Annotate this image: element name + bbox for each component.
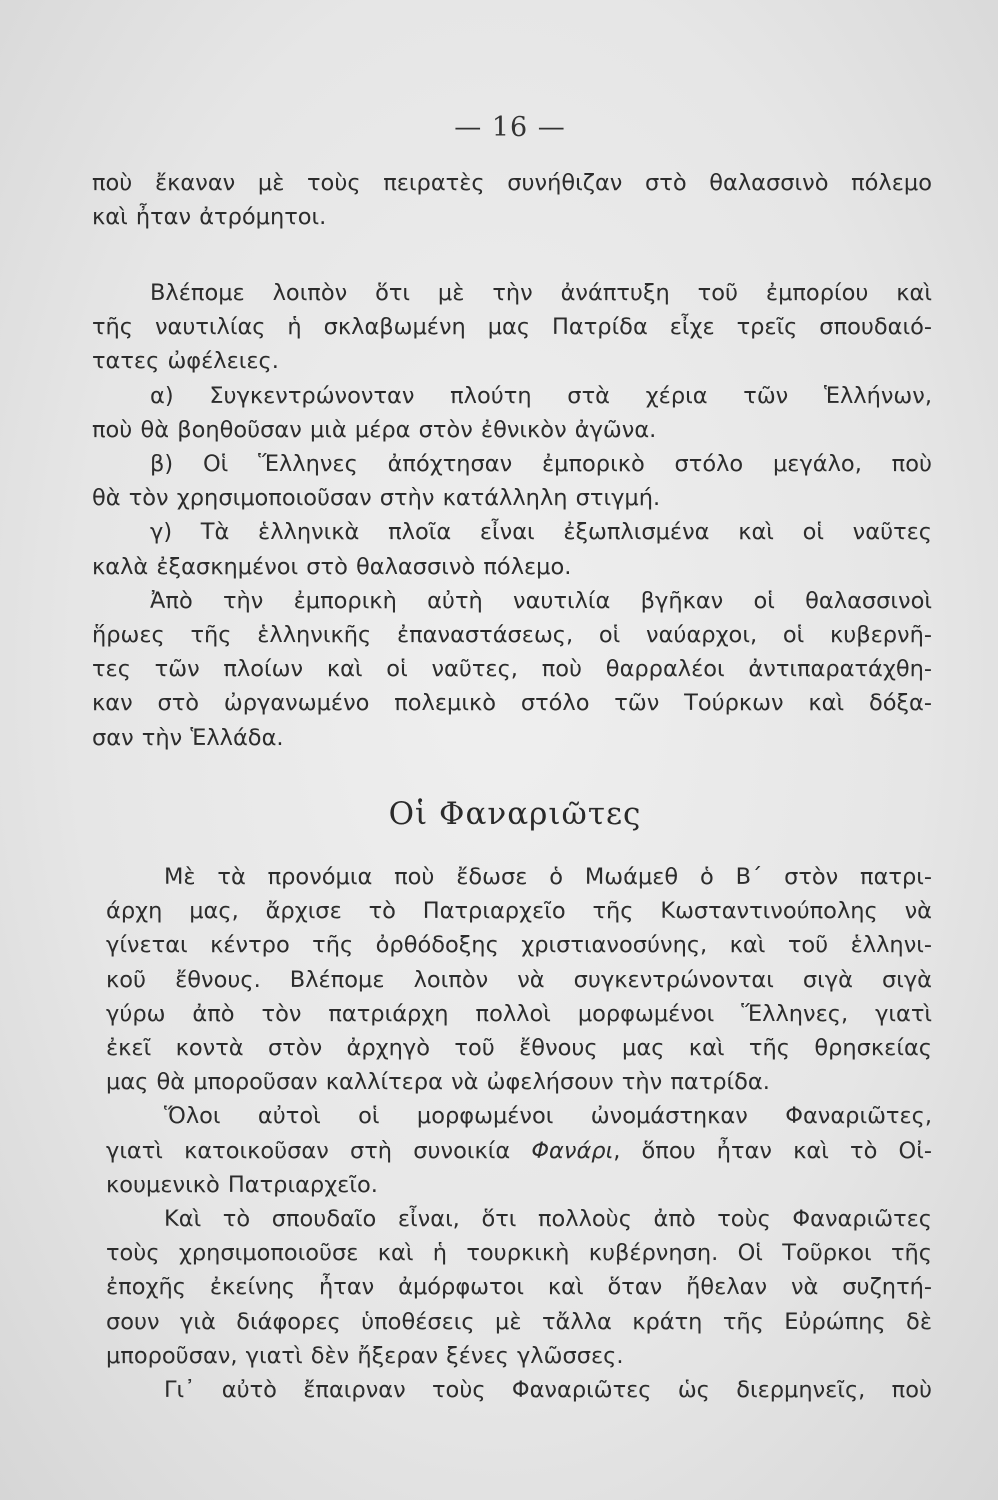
text-fragment: γιατὶ κατοικοῦσαν στὴ συνοικία xyxy=(106,1137,532,1164)
text-line: τῆς ναυτιλίας ἡ σκλαβωμένη μας Πατρίδα εἶχε τρεῖς σπουδαιό- xyxy=(92,314,932,341)
paragraph xyxy=(106,1373,932,1407)
text-line: σουν γιὰ διάφορες ὑποθέσεις μὲ τἄλλα κράτη τῆς Εὐρώπης δὲ xyxy=(106,1308,932,1335)
text-line: τοὺς χρησιμοποιοῦσε καὶ ἡ τουρκικὴ κυβέρνηση. Οἱ Τοῦρκοι τῆς xyxy=(106,1240,932,1267)
text-line: ἥρωες τῆς ἑλληνικῆς ἐπαναστάσεως, οἱ ναύαρχοι, οἱ κυβερνῆ- xyxy=(92,622,932,649)
text-line: α) Συγκεντρώνονταν πλούτη στὰ χέρια τῶν Ἑλλήνων, xyxy=(150,382,932,409)
paragraph-continuation xyxy=(92,166,932,234)
text-line: καν στὸ ὠργανωμένο πολεμικὸ στόλο τῶν Τούρκων καὶ δόξα- xyxy=(92,690,932,717)
text-line: Ὅλοι αὐτοὶ οἱ μορφωμένοι ὠνομάστηκαν Φαναριῶτες, xyxy=(164,1103,932,1130)
text-line: Γι᾿ αὐτὸ ἔπαιρναν τοὺς Φαναριῶτες ὡς διερμηνεῖς, ποὺ xyxy=(164,1377,932,1404)
text-line-with-italic xyxy=(106,1134,932,1168)
italic-word: Φανάρι xyxy=(531,1137,614,1164)
page-number: — 16 — xyxy=(454,112,566,143)
body-text-upper xyxy=(92,276,932,755)
paragraph xyxy=(92,515,932,583)
text-line: καλὰ ἐξασκημένοι στὸ θαλασσινὸ πόλεμο. xyxy=(92,553,572,580)
paragraph xyxy=(106,860,932,1099)
text-line: άρχη μας, ἄρχισε τὸ Πατριαρχεῖο τῆς Κωσταντινούπολης νὰ xyxy=(106,898,932,925)
body-text-lower xyxy=(106,860,932,1407)
text-fragment: , ὅπου ἦταν καὶ τὸ Οἰ- xyxy=(613,1137,932,1164)
text-line: ἐποχῆς ἐκείνης ἦταν ἀμόρφωτοι καὶ ὅταν ἤθελαν νὰ συζητή- xyxy=(106,1274,932,1301)
text-line: κουμενικὸ Πατριαρχεῖο. xyxy=(106,1171,378,1198)
text-line: Μὲ τὰ προνόμια ποὺ ἔδωσε ὁ Μωάμεθ ὁ Β΄ στὸν πατρι- xyxy=(164,864,932,890)
text-line: κοῦ ἔθνους. Βλέπομε λοιπὸν νὰ συγκεντρώνονται σιγὰ σιγὰ xyxy=(106,966,932,993)
text-line: τατες ὠφέλειες. xyxy=(92,348,279,375)
text-line: γ) Τὰ ἑλληνικὰ πλοῖα εἶναι ἐξωπλισμένα καὶ οἱ ναῦτες xyxy=(150,519,932,546)
paragraph xyxy=(92,276,932,379)
section-heading: Οἱ Φαναριῶτες xyxy=(388,796,642,832)
text-line: γίνεται κέντρο τῆς ὀρθόδοξης χριστιανοσύνης, καὶ τοῦ ἑλληνι- xyxy=(106,932,932,959)
text-line: Καὶ τὸ σπουδαῖο εἶναι, ὅτι πολλοὺς ἀπὸ τοὺς Φαναριῶτες xyxy=(164,1206,932,1233)
text-line: ποὺ θὰ βοηθοῦσαν μιὰ μέρα στὸν ἐθνικὸν ἀγῶνα. xyxy=(92,416,657,443)
text-line: θὰ τὸν χρησιμοποιοῦσαν στὴν κατάλληλη στιγμή. xyxy=(92,485,661,512)
paragraph xyxy=(92,584,932,755)
text-line: σαν τὴν Ἑλλάδα. xyxy=(92,724,284,751)
text-line: μας θὰ μποροῦσαν καλλίτερα νὰ ὠφελήσουν τὴν πατρίδα. xyxy=(106,1069,770,1096)
paragraph xyxy=(92,379,932,447)
text-line: μποροῦσαν, γιατὶ δὲν ἤξεραν ξένες γλῶσσες. xyxy=(106,1342,624,1369)
paragraph xyxy=(106,1202,932,1373)
text-line: τες τῶν πλοίων καὶ οἱ ναῦτες, ποὺ θαρραλέοι ἀντιπαρατάχθη- xyxy=(92,656,932,683)
text-line: β) Οἱ Ἕλληνες ἀπόχτησαν ἐμπορικὸ στόλο μεγάλο, ποὺ xyxy=(150,451,932,478)
text-line: ἐκεῖ κοντὰ στὸν ἀρχηγὸ τοῦ ἔθνους μας καὶ τῆς θρησκείας xyxy=(106,1035,932,1062)
text-line: Βλέπομε λοιπὸν ὅτι μὲ τὴν ἀνάπτυξη τοῦ ἐμπορίου καὶ xyxy=(150,280,932,306)
text-line: γύρω ἀπὸ τὸν πατριάρχη πολλοὶ μορφωμένοι Ἕλληνες, γιατὶ xyxy=(106,1000,932,1027)
paragraph xyxy=(92,447,932,515)
paragraph xyxy=(106,1099,932,1202)
text-line: ποὺ ἔκαναν μὲ τοὺς πειρατὲς συνήθιζαν στὸ θαλασσινὸ πόλεμο xyxy=(92,170,932,196)
text-line: Ἀπὸ τὴν ἐμπορικὴ αὐτὴ ναυτιλία βγῆκαν οἱ θαλασσινοὶ xyxy=(150,587,932,614)
text-line: καὶ ἦταν ἀτρόμητοι. xyxy=(92,204,327,231)
